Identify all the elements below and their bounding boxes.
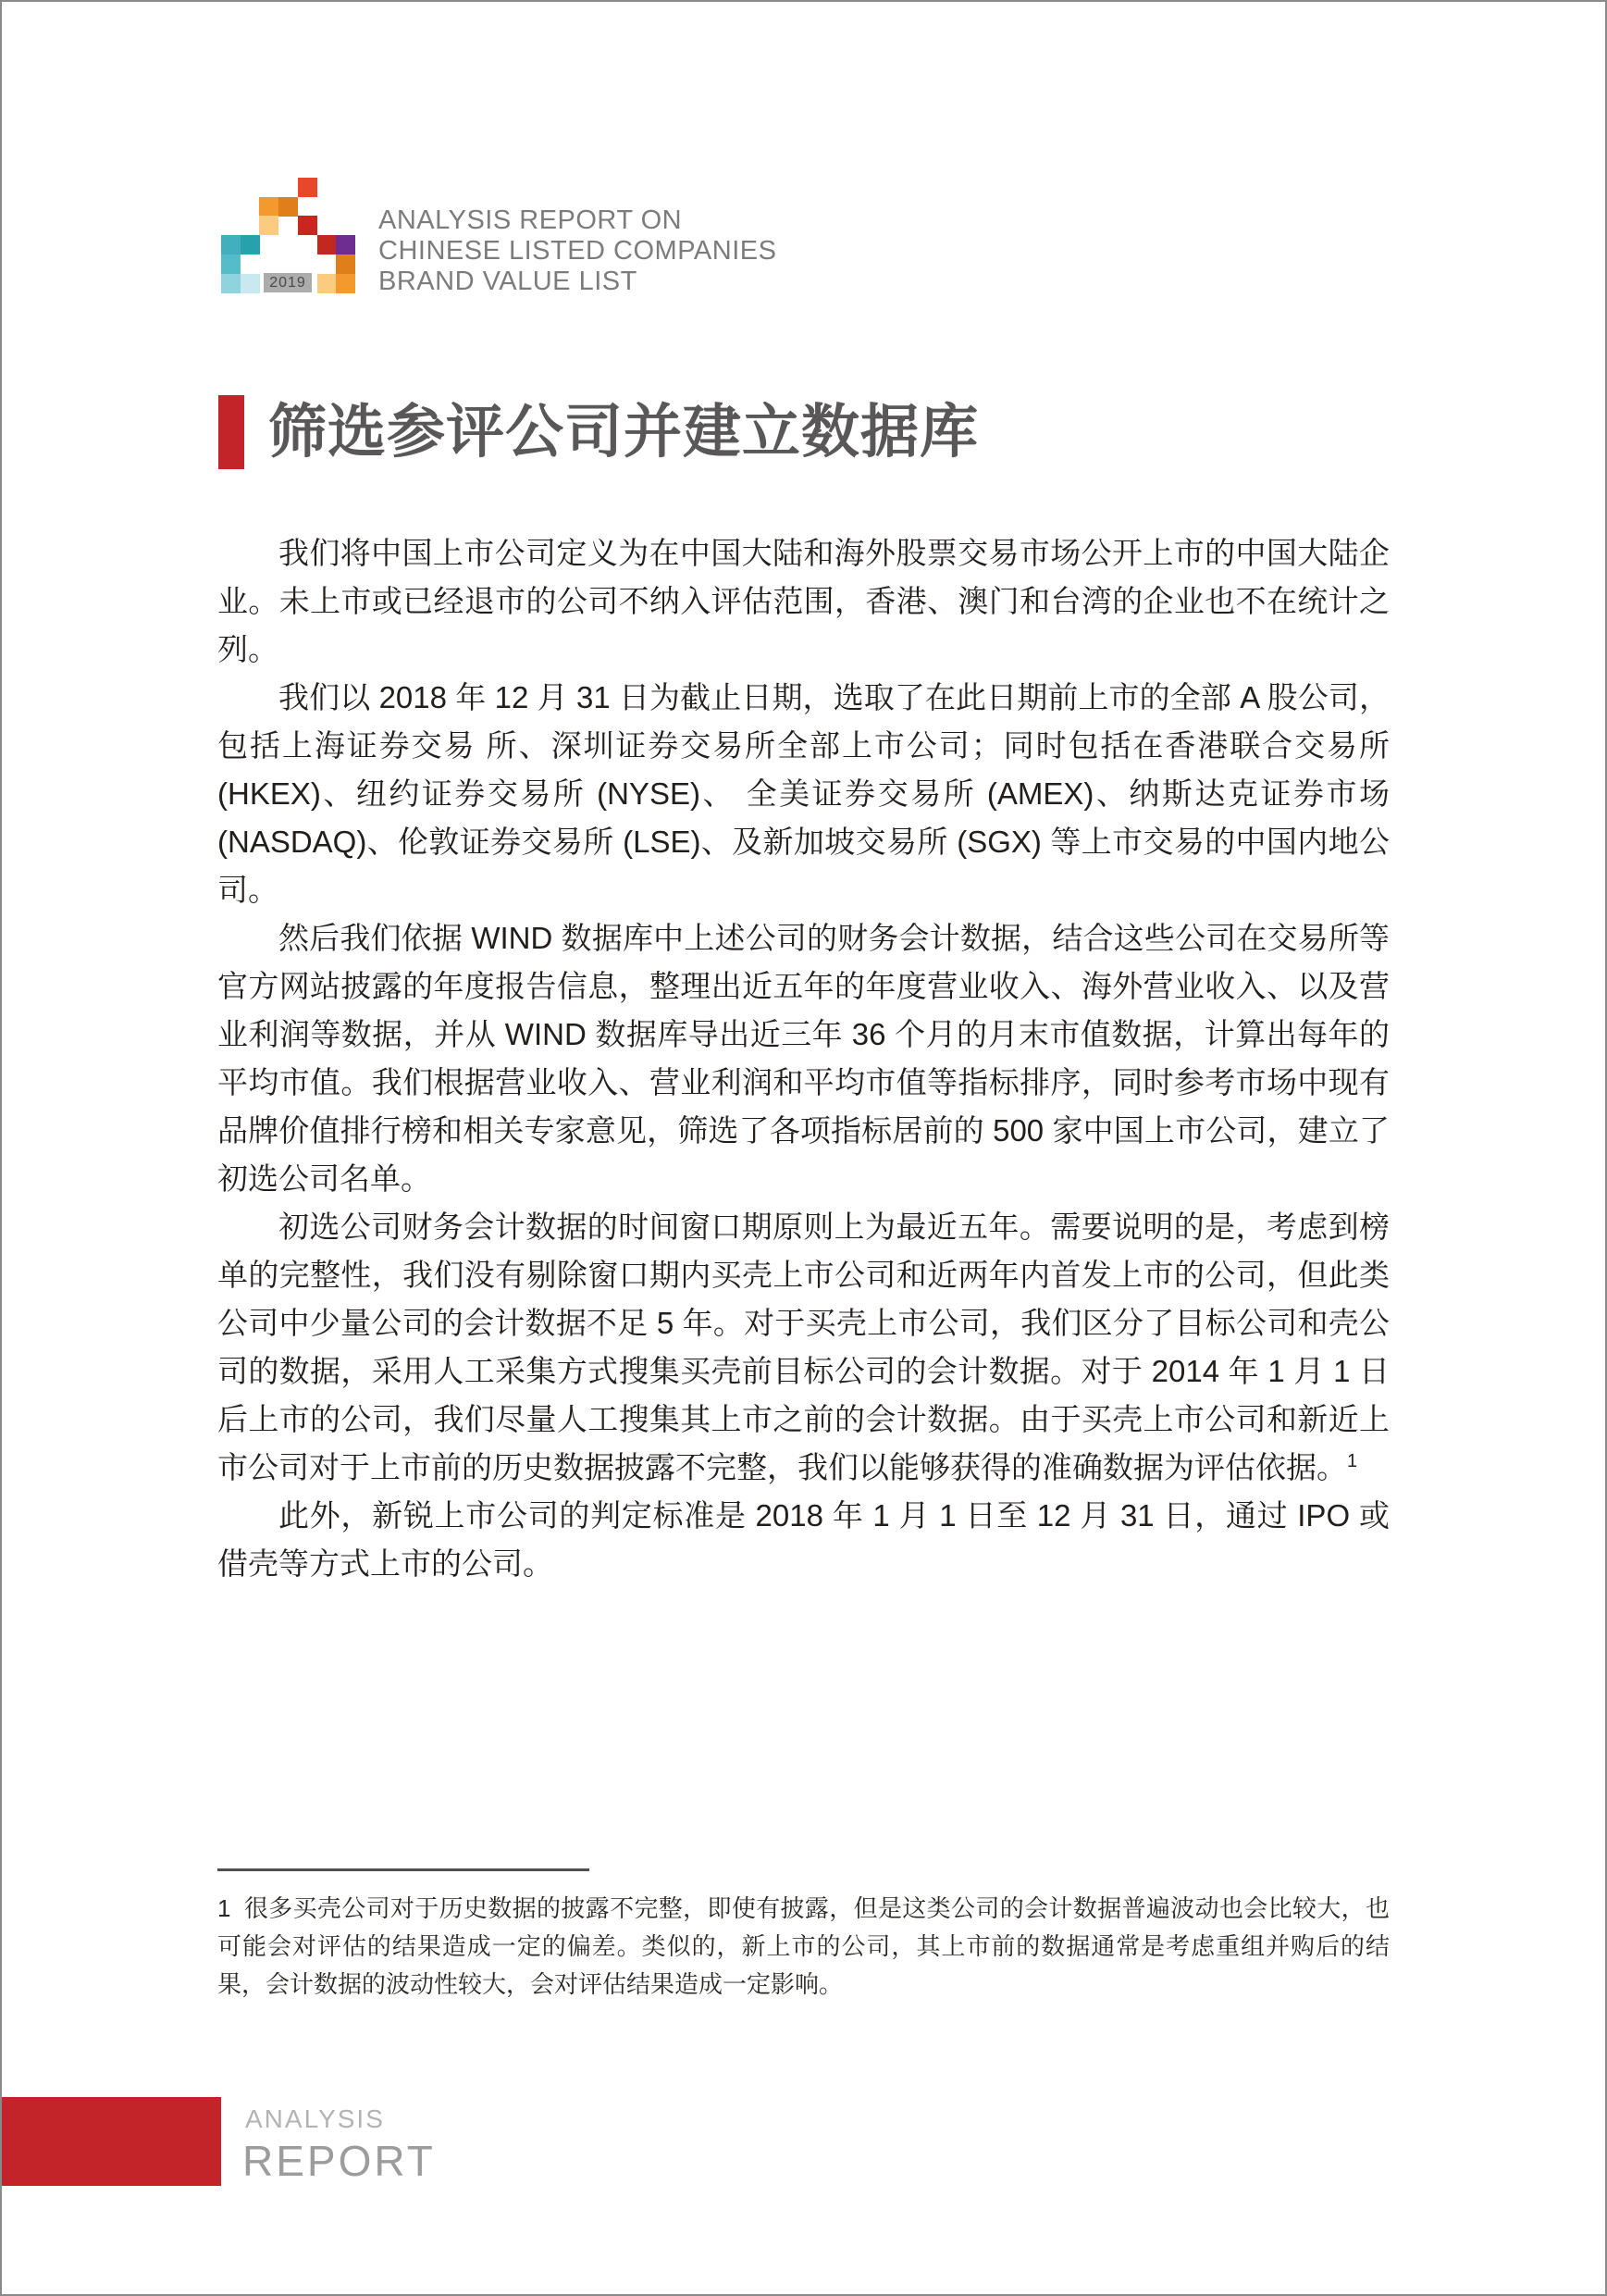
report-title-en: [378, 205, 776, 297]
logo-mosaic-square: [336, 274, 355, 293]
paragraph: 我们以 2018 年 12 月 31 日为截止日期，选取了在此日期前上市的全部 A 股公司，包括上海证券交易 所、深圳证券交易所全部上市公司；同时包括在香港联合交易所 (HKEX)、纽约证券交易所 (NYSE)、 全美证券交易所 (AMEX)、纳斯达克证券市场 (NASDAQ)、伦敦证券交易所 (LSE)、及新加坡交易所 (SGX) 等上市交易的中国内地公司。: [217, 680, 1390, 907]
brand-logo: [221, 178, 356, 292]
footnote-separator: [217, 1868, 589, 1871]
logo-mosaic-square: [336, 235, 355, 254]
logo-mosaic-square: [241, 235, 260, 254]
body-text: [217, 529, 1390, 1588]
report-title-en-line2: CHINESE LISTED COMPANIES: [378, 236, 777, 266]
logo-mosaic-square: [259, 216, 278, 235]
paragraph: 我们将中国上市公司定义为在中国大陆和海外股票交易市场公开上市的中国大陆企业。未上市或已经退市的公司不纳入评估范围，香港、澳门和台湾的企业也不在统计之列。: [217, 536, 1390, 666]
section-title: 筛选参评公司并建立数据库: [268, 400, 979, 465]
logo-mosaic-square: [241, 274, 260, 293]
logo-mosaic-square: [298, 216, 317, 235]
logo-mosaic-square: [298, 178, 317, 197]
logo-mosaic-square: [259, 197, 278, 217]
paragraph: 然后我们依据 WIND 数据库中上述公司的财务会计数据，结合这些公司在交易所等官方网站披露的年度报告信息，整理出近五年的年度营业收入、海外营业收入、以及营业利润等数据，并从 WIND 数据库导出近三年 36 个月的月末市值数据，计算出每年的平均市值。我们根据营业收入、营业利润和平均市值等指标排序，同时参考市场中现有品牌价值排行榜和相关专家意见，筛选了各项指标居前的 500 家中国上市公司，建立了初选公司名单。: [217, 921, 1390, 1196]
logo-mosaic-square: [336, 254, 355, 274]
footer-report-label: REPORT: [242, 2137, 436, 2185]
footer-red-block: [2, 2097, 221, 2186]
logo-year-badge: 2019: [264, 273, 312, 292]
footnote-text: 很多买壳公司对于历史数据的披露不完整，即使有披露，但是这类公司的会计数据普遍波动也会比较大，也可能会对评估的结果造成一定的偏差。类似的，新上市的公司，其上市前的数据通常是考虑重组并购后的结果，会计数据的波动性较大，会对评估结果造成一定影响。: [217, 1894, 1390, 1998]
logo-mosaic-square: [221, 274, 241, 293]
report-title-en-line1: ANALYSIS REPORT ON: [378, 205, 683, 235]
logo-mosaic-square: [317, 235, 337, 254]
paragraph: 此外，新锐上市公司的判定标准是 2018 年 1 月 1 日至 12 月 31 日，通过 IPO 或借壳等方式上市的公司。: [217, 1498, 1390, 1581]
logo-mosaic-square: [317, 274, 337, 293]
footer-analysis-label: ANALYSIS: [245, 2104, 385, 2133]
heading-accent-bar: [218, 395, 244, 469]
logo-mosaic-square: [221, 235, 241, 254]
footnote: [217, 1890, 1390, 2004]
report-title-en-line3: BRAND VALUE LIST: [378, 267, 637, 296]
logo-mosaic-square: [278, 197, 298, 217]
footnote-reference: 1: [1347, 1451, 1358, 1471]
footnote-marker: 1: [217, 1894, 231, 1922]
paragraph: 初选公司财务会计数据的时间窗口期原则上为最近五年。需要说明的是，考虑到榜单的完整性，我们没有剔除窗口期内买壳上市公司和近两年内首发上市的公司，但此类公司中少量公司的会计数据不足 5 年。对于买壳上市公司，我们区分了目标公司和壳公司的数据，采用人工采集方式搜集买壳前目标公司的会计数据。对于 2014 年 1 月 1 日后上市的公司，我们尽量人工搜集其上市之前的会计数据。由于买壳上市公司和新近上市公司对于上市前的历史数据披露不完整，我们以能够获得的准确数据为评估依据。$^1$: [217, 1210, 1390, 1484]
logo-mosaic-square: [221, 254, 241, 274]
